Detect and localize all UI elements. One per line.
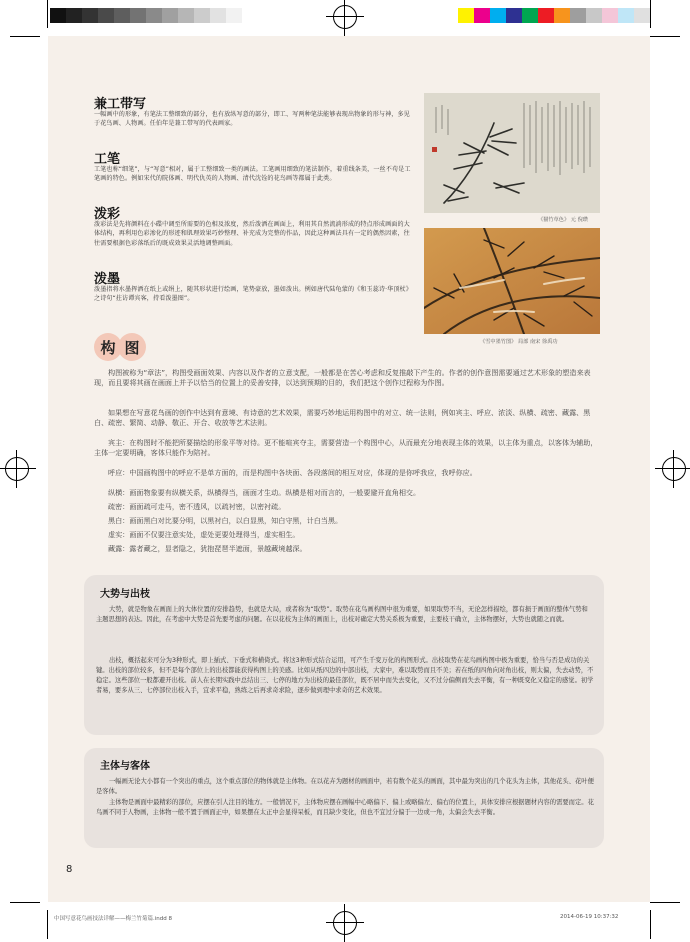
- slug-timestamp: 2014-06-19 10:37:32: [560, 914, 619, 920]
- painting-caption-bottom: 《雪中墨竹图》 局部 南宋 徐禹功: [480, 339, 558, 345]
- crop-mark: [650, 36, 680, 37]
- section-title: 泼彩: [94, 207, 121, 222]
- painting-caption-top: 《猫竹草色》 元 倪瓒: [538, 217, 588, 223]
- bamboo-painting-bottom: [424, 228, 600, 334]
- box-title: 主体与客体: [100, 761, 150, 772]
- info-box-momentum: [84, 575, 604, 735]
- registration-mark-bottom: [333, 911, 357, 935]
- crop-mark: [650, 910, 651, 939]
- box-paragraph: 出枝，概括起来可分为3种形式，即上插式、下垂式和横倚式。将这3种形式结合运用，可产生千变万化的构图形式。出枝取势在花鸟画构图中极为重要，恰当与否是成功的关键。出枝的部位较多，但不是每个部位上的出枝都能获得构图上的美感。比如从纸四边的中部出枝，大家中，难以取势而且不美；若在纸的四角向对角出枝，则太偏，失去动势，不稳定。这些部位一般都避开出枝。前人在长期实践中总结出三、七停的地方为出枝的最佳部位，既不居中而失去变化，又不过分偏侧而失去平衡，有一种既变化又稳定的感觉。初学者易，要多从三、七停部位出枝入手，宜求平稳，熟练之后再求奇求险，逐步做到理中求奇的艺术效果。: [96, 657, 594, 694]
- composition-paragraph: 黑白：画面黑白对比要分明，以黑衬白，以白显黑，知白守黑，计白当黑。: [108, 516, 343, 525]
- crop-mark: [650, 0, 651, 28]
- slug-filename: 中国写意花鸟画技法详解——梅兰竹菊篇.indd 8: [54, 916, 172, 922]
- registration-mark-right: [662, 457, 686, 481]
- box-paragraph: 主体物是画面中最精彩的部位，应摆在引人注目的地方。一般情况下，主体物应摆在画幅中心略偏下、偏上或略偏左、偏右的位置上，具体安排应根据题材内容的需要而定。花鸟画不同于人物画，主体物一般不置于画面正中，如果摆在太正中会显得呆板，而且缺少变化，但也不宜过分偏于一边或一角，太偏会失去平衡。: [96, 799, 594, 816]
- crop-mark: [650, 902, 680, 903]
- page-number: 8: [66, 864, 73, 875]
- section-text: 工笔也称“细笔”，与“写意”相对，属于工整细致一类的画法。工笔画用细致的笔法制作，着重线条美，一丝不苟是工笔画的特色。例如宋代的院体画、明代仇英的人物画、清代沈铨的花鸟画等都属于此类。: [94, 166, 411, 183]
- box-paragraph: 一幅画无论大小都有一个突出的重点，这个重点部位的物体就是主体物。在以花卉为题材的画面中，若有数个花头的画面，其中最为突出的几个花头为主体，其他花头、花叶便是客体。: [96, 778, 594, 795]
- composition-paragraph: 宾主：在构图时不能把所要描绘的形象平等对待。更不能喧宾夺主，需要营造一个构图中心，从而最充分地表现主体的效果，以主体为重点，以客体为辅助，主体一定要明确，客体只能作为陪衬。: [94, 438, 598, 458]
- section-title: 工笔: [94, 152, 121, 167]
- registration-mark-left: [5, 457, 29, 481]
- box-title: 大势与出枝: [100, 589, 150, 600]
- cmyk-color-bar: [458, 8, 650, 23]
- heading-char: 构: [94, 333, 122, 361]
- section-text: 泼彩法是先将颜料在小碟中调至所需要的色相及浓度，然后泼洒在画面上，利用其自然流淌形成的特点形成画面的大体结构，再利用色彩渗化的形迹和肌理效果巧妙整理、补充成为完整的作品，因此这种画法具有一定的偶然因素，往往需要根据色彩落纸后的既成效果灵活地调整画面。: [94, 221, 410, 247]
- crop-mark: [47, 910, 48, 939]
- heading-char: 图: [118, 333, 146, 361]
- composition-paragraph: 虚实：画面不仅要注意实处，虚处更要处理得当，虚实相生。: [108, 530, 300, 539]
- section-title: 泼墨: [94, 272, 121, 287]
- registration-mark-top: [333, 5, 357, 29]
- crop-mark: [10, 36, 40, 37]
- section-text: 泼墨指将水墨挥洒在纸上或绢上，随其形状进行绘画，笔势豪放，墨如泼出。例如唐代陆龟蒙的《和玉蕊诗·华顶杖》之诗句“拄访谭宾客，持看泼墨图”。: [94, 286, 412, 303]
- crop-mark: [47, 0, 48, 28]
- box-paragraph: 大势，就是物象在画面上的大体位置的安排趋势，也就是大局，或者称为“取势”。取势在花鸟画构图中很为重要，如果取势不当，无论怎样描绘，都有损于画面的整体气势和主题思想的表达。因此，在考虑中大势是首先要考虑的问题。在以花枝为主体的画面上，出枝对确定大势关系极为重要，主要枝干确立，主体物摆好，大势也就随之而就。: [96, 606, 588, 623]
- crop-mark: [10, 902, 40, 903]
- composition-paragraph: 疏密：画面疏可走马，密不透风，以疏衬密，以密衬疏。: [108, 502, 286, 511]
- section-title: 兼工带写: [94, 97, 147, 112]
- composition-paragraph: 纵横：画面物象要有纵横关系，纵横得当，画面才生动。纵横是相对而言的，一般要避开直角相交。: [108, 488, 421, 497]
- section-text: 一幅画中的形象，有笔法工整细致的部分，也有放纵写意的部分，即工、写两种笔法能够表现出物象的形与神，多见于花鸟画、人物画。任伯年是兼工带写的代表画家。: [94, 111, 410, 128]
- composition-paragraph: 如果想在写意花鸟画的创作中达到有意境、有诗意的艺术效果，需要巧妙地运用构图中的对立、统一法则，例如宾主、呼应、浓淡、纵横、疏密、藏露、黑白、疏密、繁简、动静、敬正、开合、收放等艺术法则。: [94, 408, 591, 428]
- composition-paragraph: 构图被称为“章法”，构图受画面效果、内容以及作者的立意支配，一般都是在苦心考虑和反复推敲下产生的。作者的创作意图需要通过艺术形象的塑造来表现，而且要将其画在画面上并予以恰当的位置上的妥善安排，以达到预期的目的，我们把这个创作过程称为作图。: [94, 368, 591, 388]
- composition-heading: [94, 332, 154, 362]
- grayscale-color-bar: [50, 8, 242, 23]
- composition-paragraph: 呼应：中国画构图中的呼应不是单方面的，而是构图中各块面、各段落间的相互对应，体现的是你呼我应，我呼你应。: [108, 468, 477, 477]
- composition-paragraph: 藏露：露者藏之，显者隐之，犹抱琵琶半遮面，景越藏境越深。: [108, 544, 307, 553]
- bamboo-painting-top: [424, 93, 600, 213]
